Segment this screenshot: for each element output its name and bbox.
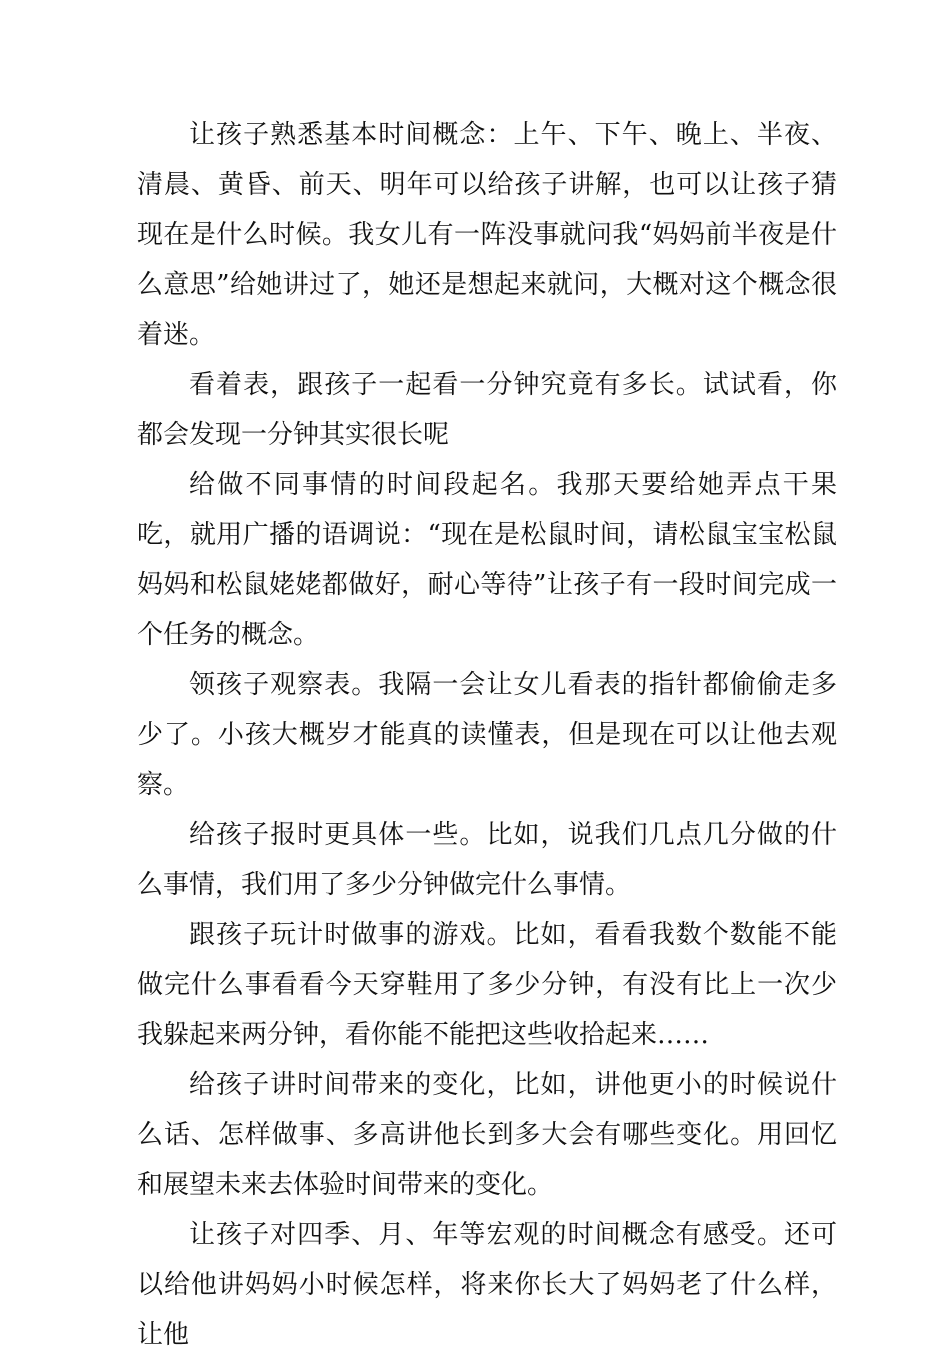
document-body (137, 110, 837, 1360)
paragraph-7: 给孩子讲时间带来的变化，比如，讲他更小的时候说什么话、怎样做事、多高讲他长到多大会有哪些变化。用回忆和展望未来去体验时间带来的变化。 (137, 1070, 837, 1200)
paragraph-5: 给孩子报时更具体一些。比如，说我们几点几分做的什么事情，我们用了多少分钟做完什么事情。 (137, 820, 837, 900)
paragraph-8: 让孩子对四季、月、年等宏观的时间概念有感受。还可以给他讲妈妈小时候怎样，将来你长大了妈妈老了什么样，让他 (137, 1220, 837, 1350)
paragraph-6: 跟孩子玩计时做事的游戏。比如，看看我数个数能不能做完什么事看看今天穿鞋用了多少分钟，有没有比上一次少我躲起来两分钟，看你能不能把这些收拾起来…… (137, 920, 837, 1050)
paragraph-1: 让孩子熟悉基本时间概念：上午、下午、晚上、半夜、清晨、黄昏、前天、明年可以给孩子讲解，也可以让孩子猜现在是什么时候。我女儿有一阵没事就问我“妈妈前半夜是什么意思”给她讲过了，她还是想起来就问，大概对这个概念很着迷。 (137, 120, 837, 350)
paragraph-3: 给做不同事情的时间段起名。我那天要给她弄点干果吃，就用广播的语调说：“现在是松鼠时间，请松鼠宝宝松鼠妈妈和松鼠姥姥都做好，耐心等待”让孩子有一段时间完成一个任务的概念。 (137, 470, 837, 650)
paragraph-4: 领孩子观察表。我隔一会让女儿看表的指针都偷偷走多少了。小孩大概岁才能真的读懂表，但是现在可以让他去观察。 (137, 670, 837, 800)
paragraph-2: 看着表，跟孩子一起看一分钟究竟有多长。试试看，你都会发现一分钟其实很长呢 (137, 370, 837, 450)
